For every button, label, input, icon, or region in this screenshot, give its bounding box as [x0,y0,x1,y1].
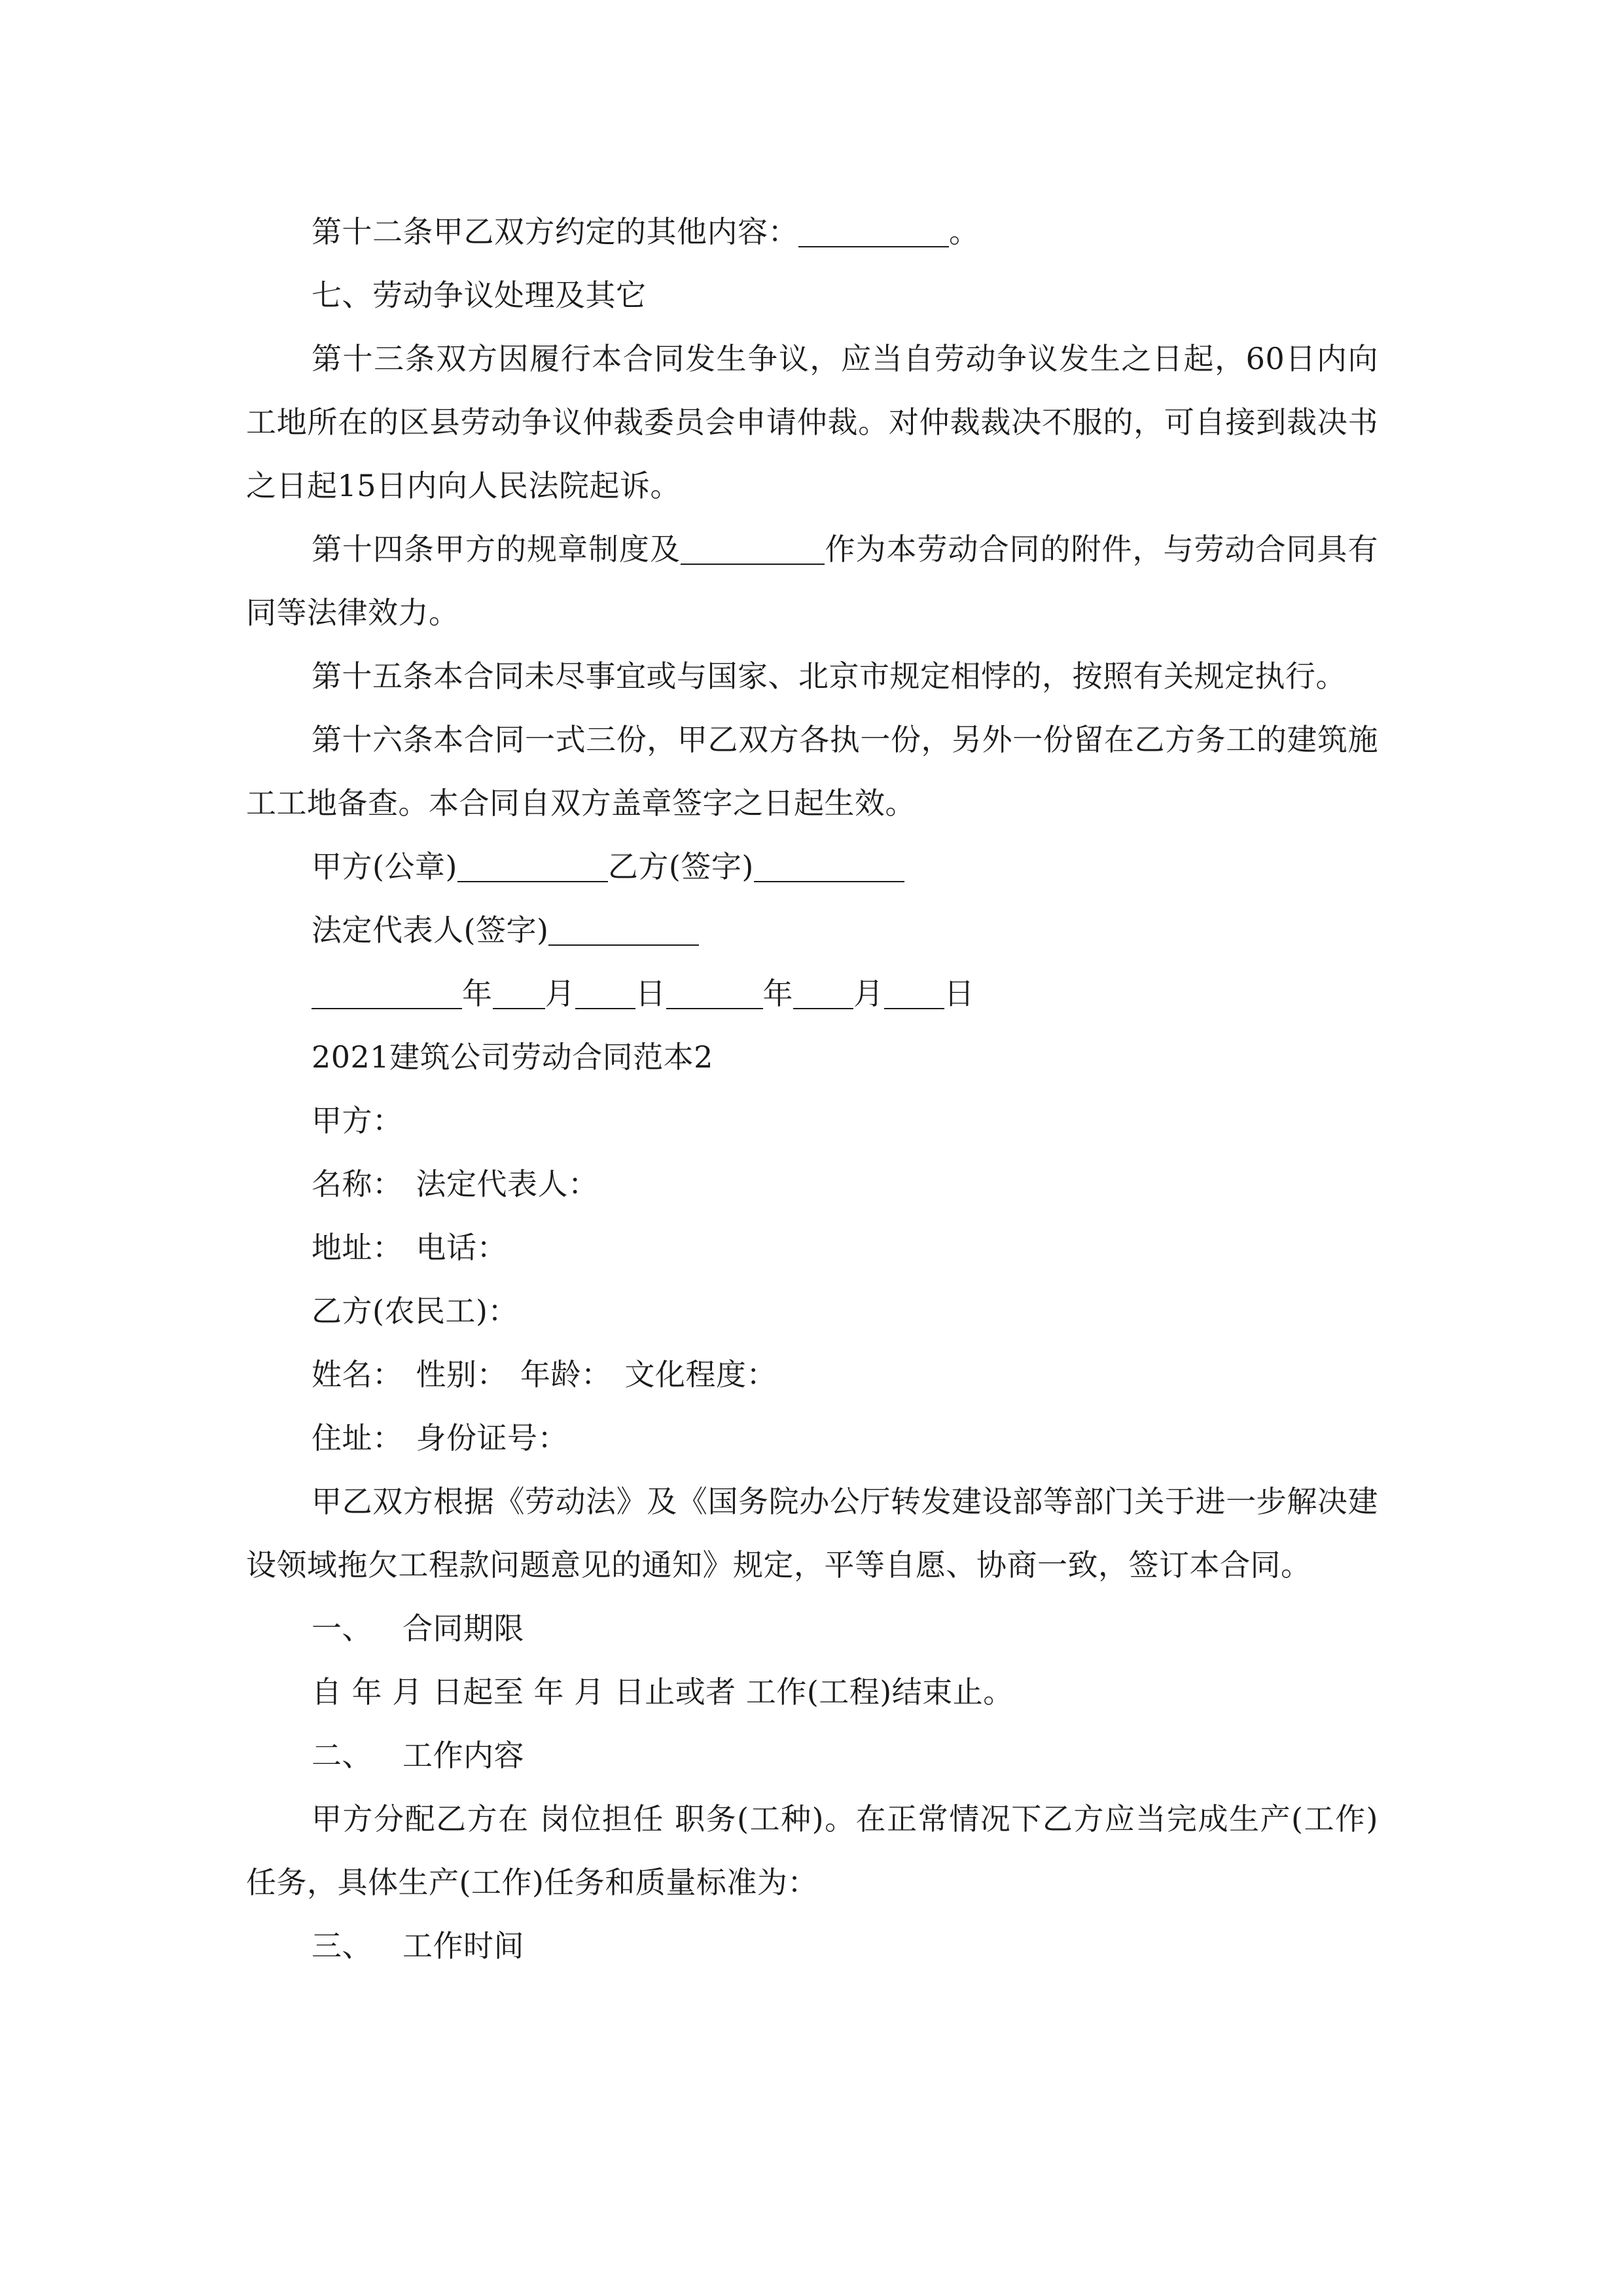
section-3-title: 工作时间 [402,1928,524,1964]
article-15: 第十五条本合同未尽事宜或与国家、北京市规定相悖的，按照有关规定执行。 [312,658,1346,694]
contract-title-2: 2021建筑公司劳动合同范本2 [312,1039,713,1075]
article-12-text: 第十二条甲乙双方约定的其他内容： [312,214,798,249]
section-1-heading [246,1597,1378,1660]
party-a-name-line [246,1153,1378,1216]
blank-line [666,974,763,1009]
section-7-heading: 七、劳动争议处理及其它 [312,278,647,313]
party-a-address-line [246,1216,1378,1280]
article-12 [246,200,1378,264]
section-2-number: 二、 [312,1738,372,1773]
legal-rep-sign-label: 法定代表人(签字) [312,912,549,948]
section-3-heading [246,1914,1378,1978]
party-a-seal-label: 甲方(公章) [312,849,457,884]
party-b-info-line [246,1343,1378,1407]
name-label: 名称： [312,1166,403,1202]
gender-label: 性别： [416,1357,507,1392]
blank-line [312,974,462,1009]
blank-line [548,910,699,946]
blank-line [793,974,853,1009]
legal-rep-label: 法定代表人： [416,1166,599,1202]
party-a-heading: 甲方： [312,1103,403,1138]
party-b-address-line [246,1407,1378,1470]
section-1-title: 合同期限 [402,1611,524,1646]
education-label: 文化程度： [624,1357,777,1392]
article-16: 第十六条本合同一式三份，甲乙双方各执一份，另外一份留在乙方务工的建筑施工工地备查。本合同自双方盖章签字之日起生效。 [246,722,1378,821]
year-label: 年 [762,976,793,1011]
party-b-heading: 乙方(农民工)： [312,1293,518,1329]
section-2-heading [246,1724,1378,1787]
month-label: 月 [544,976,575,1011]
day-label: 日 [635,976,666,1011]
date-line [246,962,1378,1026]
article-14 [246,518,1378,645]
section-1-number: 一、 [312,1611,372,1646]
article-14-text-a: 第十四条甲方的规章制度及 [312,531,681,567]
blank-line [884,974,944,1009]
month-label: 月 [853,976,884,1011]
age-label: 年龄： [520,1357,612,1392]
legal-rep-signature-line [246,899,1378,962]
id-number-label: 身份证号： [416,1420,568,1456]
year-label: 年 [462,976,493,1011]
section-2-title: 工作内容 [402,1738,524,1773]
article-12-end: 。 [949,214,980,249]
contract-term-text: 自 年 月 日起至 年 月 日止或者 工作(工程)结束止。 [312,1674,1014,1710]
party-b-sign-label: 乙方(签字) [607,849,754,884]
article-14-text-b: 作为本劳动合同的附件，与劳动合同具有同等法律效力。 [246,531,1378,630]
blank-line [575,974,635,1009]
work-content-text: 甲方分配乙方在 岗位担任 职务(工种)。在正常情况下乙方应当完成生产(工作)任务，具体生产(工作)任务和质量标准为： [246,1801,1378,1900]
residence-label: 住址： [312,1420,403,1456]
day-label: 日 [944,976,974,1011]
signature-parties-line [246,835,1378,899]
blank-line [493,974,545,1009]
address-label: 地址： [312,1230,403,1265]
phone-label: 电话： [416,1230,507,1265]
person-name-label: 姓名： [312,1357,403,1392]
preamble: 甲乙双方根据《劳动法》及《国务院办公厅转发建设部等部门关于进一步解决建设领域拖欠工程款问题意见的通知》规定，平等自愿、协商一致，签订本合同。 [246,1484,1378,1583]
blank-line [457,847,608,882]
blank-line [681,529,825,565]
blank-line [798,212,949,247]
section-3-number: 三、 [312,1928,372,1964]
blank-line [754,847,904,882]
article-13: 第十三条双方因履行本合同发生争议，应当自劳动争议发生之日起，60日内向工地所在的区县劳动争议仲裁委员会申请仲裁。对仲裁裁决不服的，可自接到裁决书之日起15日内向人民法院起诉。 [246,341,1378,503]
document-body [246,200,1378,1978]
